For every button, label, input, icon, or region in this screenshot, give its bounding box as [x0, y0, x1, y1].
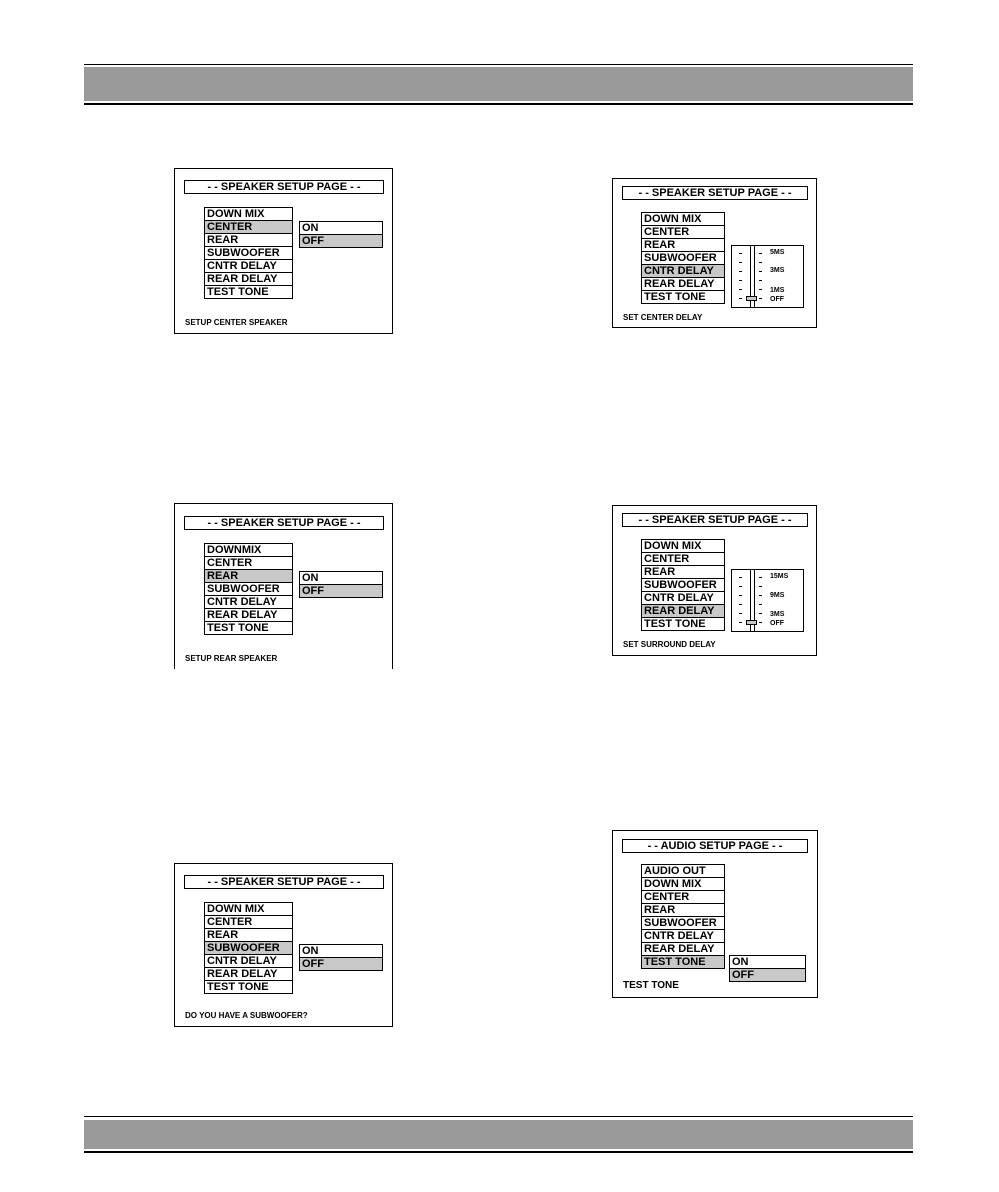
slider-tick: [759, 577, 762, 578]
option-on[interactable]: ON: [729, 956, 806, 969]
menu-item-down-mix[interactable]: DOWN MIX: [204, 903, 293, 916]
option-on[interactable]: ON: [299, 945, 383, 958]
slider-tick: [739, 298, 742, 299]
footer-band: [84, 1120, 913, 1149]
menu-item-rear[interactable]: REAR: [641, 239, 725, 252]
menu-item-down-mix[interactable]: DOWN MIX: [204, 208, 293, 221]
option-on[interactable]: ON: [299, 222, 383, 235]
speaker-setup-screen-cntr-delay: [612, 178, 817, 328]
menu-item-center[interactable]: CENTER: [204, 221, 293, 234]
screen-title: - - SPEAKER SETUP PAGE - -: [184, 875, 384, 889]
audio-menu: [641, 864, 725, 969]
menu-item-test-tone[interactable]: TEST TONE: [641, 956, 725, 969]
slider-tick: [739, 604, 742, 605]
menu-item-rear[interactable]: REAR: [641, 566, 725, 579]
option-on[interactable]: ON: [299, 572, 383, 585]
speaker-menu: [204, 207, 293, 299]
slider-knob[interactable]: [746, 620, 757, 625]
slider-tick: [739, 586, 742, 587]
menu-item-rear[interactable]: REAR: [204, 234, 293, 247]
option-off[interactable]: OFF: [729, 969, 806, 982]
menu-item-cntr-delay[interactable]: CNTR DELAY: [204, 596, 293, 609]
menu-item-rear-delay[interactable]: REAR DELAY: [204, 273, 293, 286]
menu-item-cntr-delay[interactable]: CNTR DELAY: [641, 930, 725, 943]
option-list: [299, 944, 383, 971]
menu-item-center[interactable]: CENTER: [204, 557, 293, 570]
menu-item-center[interactable]: CENTER: [641, 553, 725, 566]
slider-tick: [739, 595, 742, 596]
speaker-setup-screen-center: [174, 168, 393, 334]
menu-item-rear-delay[interactable]: REAR DELAY: [641, 605, 725, 618]
menu-item-down-mix[interactable]: DOWN MIX: [641, 213, 725, 226]
option-list: [299, 221, 383, 248]
menu-item-rear-delay[interactable]: REAR DELAY: [204, 968, 293, 981]
menu-item-subwoofer[interactable]: SUBWOOFER: [204, 247, 293, 260]
status-text: SETUP REAR SPEAKER: [185, 654, 278, 663]
slider-tick: [759, 280, 762, 281]
status-text: DO YOU HAVE A SUBWOOFER?: [185, 1011, 308, 1020]
status-text: TEST TONE: [623, 980, 679, 991]
speaker-setup-screen-rear-delay: [612, 505, 817, 656]
speaker-menu: [641, 539, 725, 631]
option-off[interactable]: OFF: [299, 235, 383, 248]
option-list: [729, 955, 806, 982]
menu-item-audio-out[interactable]: AUDIO OUT: [641, 865, 725, 878]
slider-tick: [739, 253, 742, 254]
menu-item-test-tone[interactable]: TEST TONE: [204, 286, 293, 299]
speaker-setup-screen-subwoofer: [174, 863, 393, 1027]
status-text: SET CENTER DELAY: [623, 313, 703, 322]
slider-tick: [739, 577, 742, 578]
menu-item-rear-delay[interactable]: REAR DELAY: [641, 943, 725, 956]
slider-tick: [759, 289, 762, 290]
audio-setup-screen-test-tone: [612, 830, 818, 998]
slider-tick: [739, 622, 742, 623]
slider-label-3ms: 3MS: [770, 267, 785, 274]
menu-item-cntr-delay[interactable]: CNTR DELAY: [641, 265, 725, 278]
speaker-menu: [204, 902, 293, 994]
screen-title: - - AUDIO SETUP PAGE - -: [622, 839, 808, 853]
slider-label-off: OFF: [770, 296, 784, 303]
slider-label-15ms: 15MS: [770, 573, 789, 580]
status-text: SET SURROUND DELAY: [623, 640, 716, 649]
slider-tick: [739, 280, 742, 281]
menu-item-test-tone[interactable]: TEST TONE: [641, 291, 725, 304]
menu-item-rear[interactable]: REAR: [204, 570, 293, 583]
menu-item-cntr-delay[interactable]: CNTR DELAY: [641, 592, 725, 605]
delay-slider[interactable]: [731, 569, 804, 632]
slider-tick: [759, 622, 762, 623]
screen-title: - - SPEAKER SETUP PAGE - -: [622, 513, 808, 527]
screen-title: - - SPEAKER SETUP PAGE - -: [184, 180, 384, 194]
menu-item-test-tone[interactable]: TEST TONE: [204, 981, 293, 994]
menu-item-rear[interactable]: REAR: [641, 904, 725, 917]
slider-tick: [739, 262, 742, 263]
status-text: SETUP CENTER SPEAKER: [185, 318, 288, 327]
menu-item-rear[interactable]: REAR: [204, 929, 293, 942]
slider-label-off: OFF: [770, 620, 784, 627]
menu-item-down-mix[interactable]: DOWN MIX: [641, 878, 725, 891]
option-off[interactable]: OFF: [299, 958, 383, 971]
slider-tick: [759, 253, 762, 254]
menu-item-subwoofer[interactable]: SUBWOOFER: [641, 252, 725, 265]
speaker-menu: [641, 212, 725, 304]
slider-tick: [739, 613, 742, 614]
menu-item-subwoofer[interactable]: SUBWOOFER: [641, 917, 725, 930]
menu-item-subwoofer[interactable]: SUBWOOFER: [204, 942, 293, 955]
menu-item-center[interactable]: CENTER: [204, 916, 293, 929]
slider-tick: [739, 271, 742, 272]
menu-item-subwoofer[interactable]: SUBWOOFER: [204, 583, 293, 596]
footer-rule-bottom: [84, 1151, 913, 1153]
slider-tick: [759, 586, 762, 587]
menu-item-downmix[interactable]: DOWNMIX: [204, 544, 293, 557]
header-band: [84, 67, 913, 101]
screen-title: - - SPEAKER SETUP PAGE - -: [184, 516, 384, 530]
header-rule-bottom: [84, 103, 913, 105]
menu-item-down-mix[interactable]: DOWN MIX: [641, 540, 725, 553]
footer-rule-top: [84, 1116, 913, 1117]
slider-tick: [759, 262, 762, 263]
slider-tick: [759, 613, 762, 614]
menu-item-center[interactable]: CENTER: [641, 891, 725, 904]
menu-item-rear-delay[interactable]: REAR DELAY: [641, 278, 725, 291]
slider-tick: [759, 298, 762, 299]
menu-item-subwoofer[interactable]: SUBWOOFER: [641, 579, 725, 592]
menu-item-rear-delay[interactable]: REAR DELAY: [204, 609, 293, 622]
slider-label-3ms: 3MS: [770, 611, 785, 618]
slider-label-1ms: 1MS: [770, 287, 785, 294]
menu-item-test-tone[interactable]: TEST TONE: [641, 618, 725, 631]
slider-tick: [759, 604, 762, 605]
delay-slider[interactable]: [731, 245, 804, 308]
speaker-setup-screen-rear: [174, 503, 393, 669]
header-rule-top: [84, 64, 913, 65]
slider-label-9ms: 9MS: [770, 592, 785, 599]
speaker-menu: [204, 543, 293, 635]
screen-title: - - SPEAKER SETUP PAGE - -: [622, 186, 808, 200]
slider-label-5ms: 5MS: [770, 249, 785, 256]
option-list: [299, 571, 383, 598]
slider-knob[interactable]: [746, 296, 757, 301]
slider-tick: [759, 271, 762, 272]
menu-item-cntr-delay[interactable]: CNTR DELAY: [204, 260, 293, 273]
menu-item-test-tone[interactable]: TEST TONE: [204, 622, 293, 635]
slider-tick: [759, 595, 762, 596]
option-off[interactable]: OFF: [299, 585, 383, 598]
slider-tick: [739, 289, 742, 290]
menu-item-cntr-delay[interactable]: CNTR DELAY: [204, 955, 293, 968]
menu-item-center[interactable]: CENTER: [641, 226, 725, 239]
